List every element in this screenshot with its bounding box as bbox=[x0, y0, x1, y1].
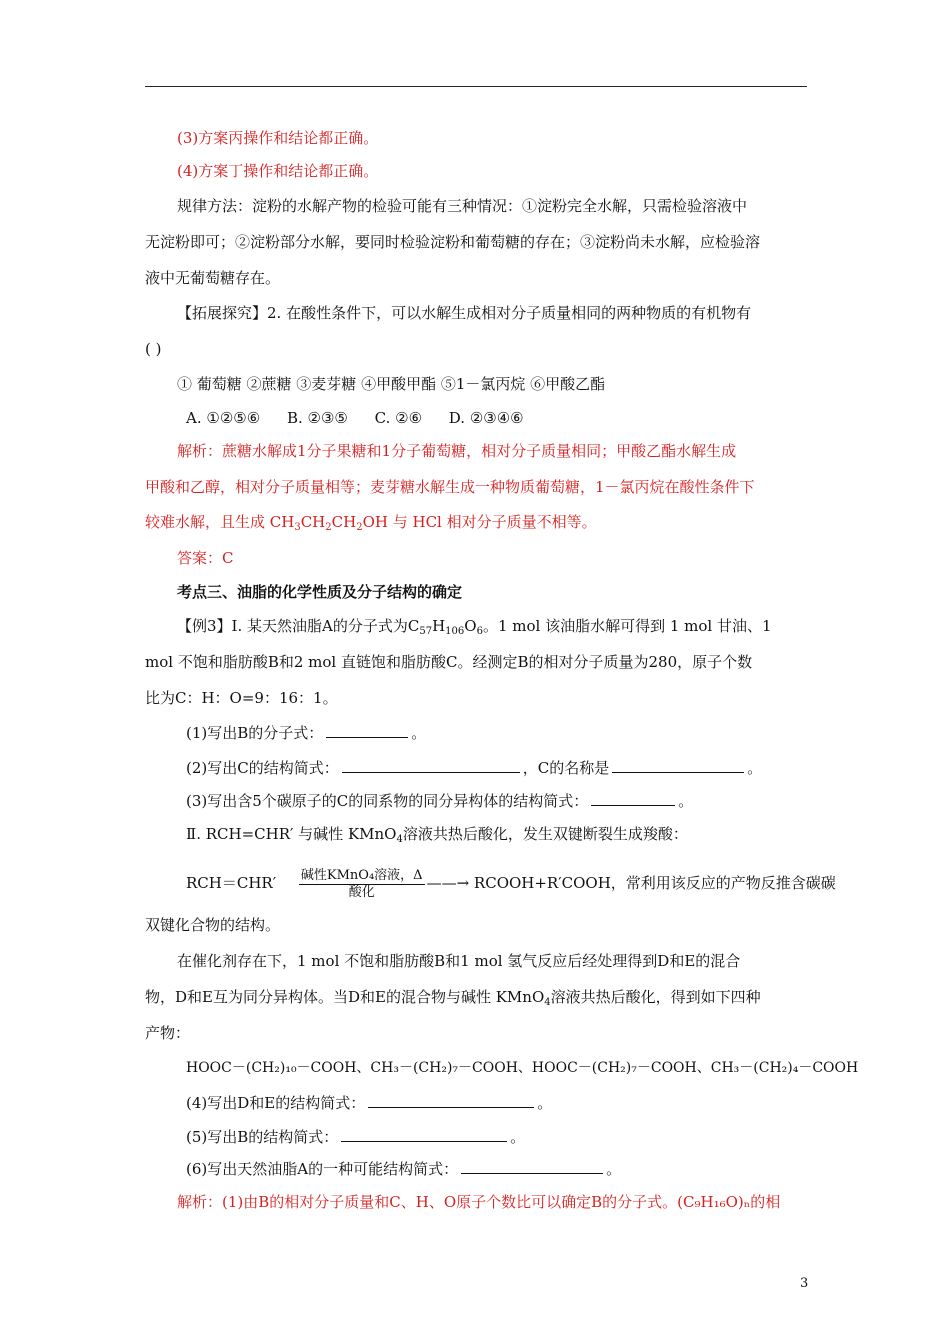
example-3-line-1: 【例3】I. 某天然油脂A的分子式为$C_{57}H_{106}O_6$。1 mol 该油脂水解可得到 1 mol 甘油、1 bbox=[177, 617, 772, 637]
answer-blank[interactable] bbox=[326, 723, 408, 738]
answer-blank[interactable] bbox=[342, 758, 520, 773]
question-1: (1)写出B的分子式： 。 bbox=[186, 724, 427, 742]
example-3-line-3: 比为C：H：O=9：16：1。 bbox=[145, 689, 338, 707]
header-rule bbox=[145, 86, 807, 87]
answer-paren: ( ) bbox=[145, 340, 162, 358]
answer-blank[interactable] bbox=[341, 1127, 507, 1142]
question-6: (6)写出天然油脂A的一种可能结构简式： 。 bbox=[186, 1160, 622, 1178]
analysis-line-1: 解析：蔗糖水解成1分子果糖和1分子葡萄糖，相对分子质量相同；甲酸乙酯水解生成 bbox=[177, 442, 737, 460]
part-2-intro: Ⅱ. RCH=CHR′ 与碱性 KMnO$_4$溶液共热后酸化，发生双键断裂生成羧酸： bbox=[186, 825, 688, 845]
reaction-equation: RCH＝CHR′ $\frac{\text{碱性KMnO₄溶液，Δ}}{\text{酸化}}$ ——→ RCOOH+R′COOH，常利用该反应的产物反推含碳碳 bbox=[186, 867, 836, 900]
answer-blank[interactable] bbox=[461, 1159, 603, 1174]
products-formula: HOOC－(CH₂)₁₀－COOH、CH₃－(CH₂)₇－COOH、HOOC－(CH₂)₇－COOH、CH₃－(CH₂)₄－COOH bbox=[186, 1060, 859, 1076]
reaction-conditions: $\frac{\text{碱性KMnO₄溶液，Δ}}{\text{酸化}}$ bbox=[300, 867, 423, 900]
answer-blank[interactable] bbox=[591, 791, 675, 806]
analysis-part-1: 解析：(1)由B的相对分子质量和C、H、O原子个数比可以确定B的分子式。(C₉H₁₆O)ₙ的相 bbox=[177, 1193, 781, 1211]
answer-note-4: (4)方案丁操作和结论都正确。 bbox=[177, 162, 379, 180]
reaction-note: 双键化合物的结构。 bbox=[145, 916, 281, 934]
extension-question: 【拓展探究】2. 在酸性条件下，可以水解生成相对分子质量相同的两种物质的有机物有 bbox=[177, 304, 752, 322]
answer-blank[interactable] bbox=[612, 758, 744, 773]
page-number: 3 bbox=[800, 1276, 809, 1291]
hydrogenation-para-2: 物，D和E互为同分异构体。当D和E的混合物与碱性 KMnO$_4$溶液共热后酸化，得到如下四种 bbox=[145, 988, 761, 1008]
options-row bbox=[186, 408, 546, 428]
method-para-line-1: 规律方法：淀粉的水解产物的检验可能有三种情况：①淀粉完全水解，只需检验溶液中 bbox=[177, 197, 748, 215]
hydrogenation-para-1: 在催化剂存在下，1 mol 不饱和脂肪酸B和1 mol 氢气反应后经处理得到D和E的混合 bbox=[177, 952, 741, 970]
answer-line: 答案：C bbox=[177, 549, 234, 567]
method-para-line-2: 无淀粉即可；②淀粉部分水解，要同时检验淀粉和葡萄糖的存在；③淀粉尚未水解，应检验溶 bbox=[145, 233, 761, 251]
analysis-line-3: 较难水解，且生成 $CH_3CH_2CH_2OH$ 与 HCl 相对分子质量不相等。 bbox=[145, 513, 597, 533]
example-3-line-2: mol 不饱和脂肪酸B和2 mol 直链饱和脂肪酸C。经测定B的相对分子质量为280，原子个数 bbox=[145, 653, 753, 671]
question-2: (2)写出C的结构简式： ，C的名称是 。 bbox=[186, 759, 763, 777]
option-c: C. ②⑥ bbox=[374, 409, 423, 427]
hydrogenation-para-3: 产物： bbox=[145, 1024, 191, 1042]
substance-list: ① 葡萄糖 ②蔗糖 ③麦芽糖 ④甲酸甲酯 ⑤1－氯丙烷 ⑥甲酸乙酯 bbox=[177, 375, 606, 393]
method-para-line-3: 液中无葡萄糖存在。 bbox=[145, 269, 281, 287]
section-heading: 考点三、油脂的化学性质及分子结构的确定 bbox=[177, 583, 463, 601]
question-3: (3)写出含5个碳原子的C的同系物的同分异构体的结构简式： 。 bbox=[186, 792, 694, 810]
reaction-arrow: ——→ bbox=[426, 874, 470, 892]
option-b: B. ②③⑤ bbox=[286, 409, 348, 427]
answer-blank[interactable] bbox=[368, 1093, 534, 1108]
question-4: (4)写出D和E的结构简式： 。 bbox=[186, 1094, 553, 1112]
option-a: A. ①②⑤⑥ bbox=[186, 409, 261, 427]
answer-note-3: (3)方案丙操作和结论都正确。 bbox=[177, 129, 379, 147]
question-5: (5)写出B的结构简式： 。 bbox=[186, 1128, 526, 1146]
option-d: D. ②③④⑥ bbox=[448, 409, 524, 427]
analysis-line-2: 甲酸和乙醇，相对分子质量相等；麦芽糖水解生成一种物质葡萄糖，1－氯丙烷在酸性条件下 bbox=[145, 478, 755, 496]
